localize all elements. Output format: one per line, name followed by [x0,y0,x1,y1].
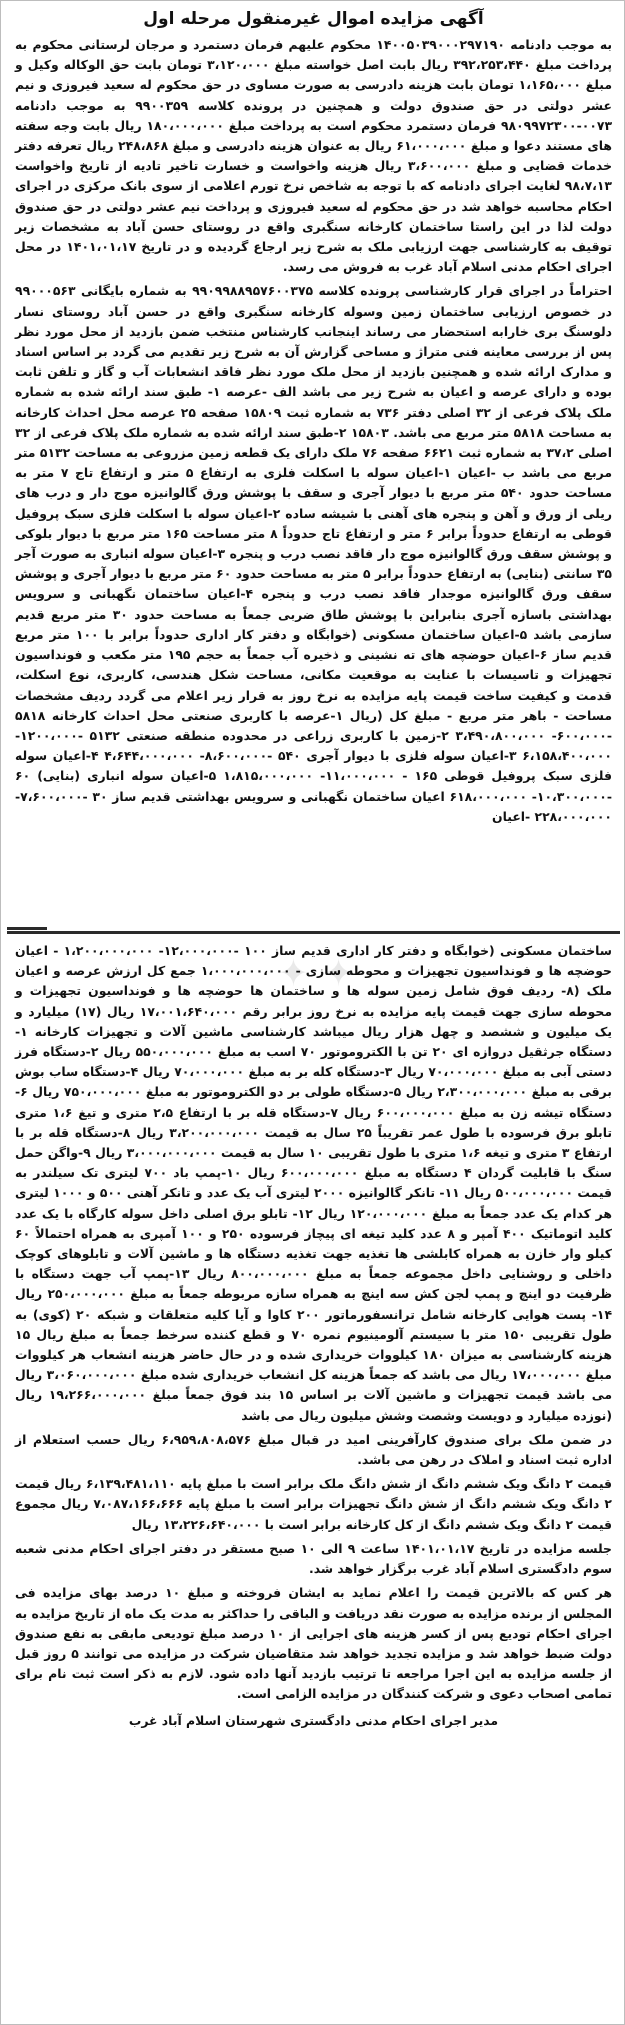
notice-title: آگهی مزایده اموال غیرمنقول مرحله اول [143,9,484,29]
top-text [15,35,612,831]
bottom-text [15,941,612,1735]
svg-text:✦ ✦: ✦ ✦ [277,951,355,995]
paragraph-mortgage: در ضمن ملک برای صندوق کارآفرینی امید در قبال مبلغ ۶،۹۵۹،۸۰۸،۵۷۶ ریال حسب استعلام از اداره ثبت اسناد و املاک در رهن می باشد. [15,1431,613,1468]
paragraph-appraisal: احتراماً در اجرای قرار کارشناسی پرونده کلاسه ۹۹۰۹۹۸۸۹۵۷۶۰۰۳۷۵ به شماره بایگانی ۹۹۰۰۰۵۶۳ در خصوص ارزیابی ساختمان زمین وسوله کارخانه سنگبری واقع در حسن آباد روستای نسار دلوسنگ بری خارابه استحضار می رساند اینجانب کارشناس منتخب ضمن بازدید از محل مورد نظر پس از بررسی معاینه فنی متراژ و مساحی گزارش آن به شرح زیر تقدیم می گردد بر اساس اسناد و مدارک ارائه شده و همچنین بازدید از محل ملک مورد نظر فاقد انشعابات آب و گاز و تلفن ثابت بوده و دارای عرصه و اعیان به شرح زیر می باشد الف -عرصه ۱- طبق سند ارائه شده به شماره ملک پلاک فرعی از ۳۲ اصلی دفتر ۷۳۶ به شماره ثبت ۱۵۸۰۹ صفحه ۲۵ عرصه محل احداث کارخانه به مساحت ۵۸۱۸ متر مربع می باشد. ۱۵۸۰۳ ۲-طبق سند ارائه شده به شماره ملک پلاک فرعی از ۳۲ اصلی ۳۷،۲ به شماره ثبت ۶۶۲۱ صفحه ۷۶ ملک دارای یک قطعه زمین مزروعی به مساحت ۵۱۳۲ متر مربع می باشد ب -اعیان ۱-اعیان سوله با اسکلت فلزی به ارتفاع ۵ متر و ارتفاع تاج ۷ متر به مساحت حدود ۵۴۰ متر مربع با دیوار آجری و سقف با پوشش ورق گالوانیزه موج دار و درب های ریلی از ورق و آهن و پنجره های آهنی با شیشه ساده ۲-اعیان سوله با اسکلت فلزی سبک پروفیل قوطی به ارتفاع حدوداً برابر ۶ متر و ارتفاع تاج حدوداً ۸ متر مساحت ۱۶۵ متر مربع با دیوار بلوکی و پوشش سقف ورق گالوانیزه موج دار فاقد نصب درب و پنجره ۳-اعیان سوله انباری به صورت آجر ۳۵ سانتی (بنایی) به ارتفاع حدوداً برابر ۵ متر به مساحت حدود ۶۰ متر مربع با دیوار آجری و پوشش سقف ورق گالوانیزه موجدار فاقد نصب درب و پنجره ۴-اعیان ساختمان نگهبانی و سرویس بهداشتی باسازه آجری بنابراین با پوشش طاق ضربی جمعاً به مساحت حدود ۳۰ متر مربع قدیم سازمی باشد ۵-اعیان ساختمان مسکونی (خوابگاه و دفتر کار اداری حدوداً برابر با ۱۰۰ متر مربع قدیم ساز ۶-اعیان حوضچه های ته نشینی و ذخیره آب جمعاً به حجم ۱۹۵ متر مکعب و فونداسیون تجهیزات و تاسیسات با عنایت به موقعیت مکانی، مساحت شکل هندسی، کاربری، نوع اسکلت، قدمت و کیفیت ساخت قیمت پایه مزایده به نرخ روز به قرار زیر اعلام می گردد ردیف مشخصات مساحت - باهر متر مربع - مبلغ کل (ریال ۱-عرصه با کاربری صنعتی محل احداث کارخانه ۵۸۱۸ -۶۰۰،۰۰۰- ۳،۴۹۰،۸۰۰،۰۰۰ ۲-زمین با کاربری زراعی در محدوده منطقه صنعتی ۵۱۳۲ -۱۲۰۰،۰۰۰- ۶،۱۵۸،۴۰۰،۰۰۰ ۳-اعیان سوله فلزی با دیوار آجری ۵۴۰ -۸،۶۰۰،۰۰۰- ۴،۶۴۴،۰۰۰،۰۰۰ ۴-اعیان سوله فلزی سبک پروفیل قوطی ۱۶۵ - ۱۱،۰۰۰،۰۰۰- ۱،۸۱۵،۰۰۰،۰۰۰ ۵-اعیان سوله انباری (بنایی) ۶۰ -۱۰،۳۰۰،۰۰۰- ۶۱۸،۰۰۰،۰۰۰ اعیان ساختمان نگهبانی و سرویس بهداشتی قدیم ساز ۳۰ -۷،۶۰۰،۰۰۰- ۲۲۸،۰۰۰،۰۰۰ -اعیان [15,283,613,824]
bottom-column [9,941,618,2016]
signature: مدیر اجرای احکام مدنی دادگستری شهرستان اسلام آباد غرب [128,1712,499,1728]
divider-notch [7,927,47,930]
paragraph-judgment: به موجب دادنامه ۱۴۰۰۵۰۳۹۰۰۰۲۹۷۱۹۰ محکوم علیهم فرمان دستمرد و مرجان لرستانی محکوم به پرداخت مبلغ ۳۹۲،۲۵۳،۴۴۰ ریال بابت اصل خواسته مبلغ ۳،۱۲۰،۰۰۰ تومان بابت حق الوکاله وکیل و مبلغ ۱،۱۶۵،۰۰۰ تومان بابت هزینه دادرسی به صورت مساوی در حق محکوم له سعید فیروزی و نیم عشر دولتی در حق صندوق دولت و همچنین در پرونده کلاسه ۹۹۰۰۳۵۹ به موجب دادنامه ۰۰۷۳-۹۸۰۹۹۷۲۳۰۰ فرمان دستمرد محکوم است به پرداخت مبلغ ۱۸۰،۰۰۰،۰۰۰ ریال بابت وجه سفته های مستند دعوا و مبلغ ۶۱،۰۰۰،۰۰۰ ریال به عنوان هزینه دادرسی و مبلغ ۲۴۸،۸۶۸ ریال تعرفه دفتر خدمات قضایی و مبلغ ۳،۶۰۰،۰۰۰ ریال هزینه واخواست و خسارت تاخیر تادیه از تاریخ واخواست ۹۸،۷،۱۳ لغایت اجرای دادنامه که با توجه به شاخص نرخ تورم اعلامی از سوی بانک مرکزی در اجرای احکام محاسبه خواهد شد در حق محکوم له سعید فیروزی و پرداخت نیم عشر دولتی در حق صندوق دولت لذا در این راستا ساختمان کارخانه سنگبری واقع در روستای حسن آباد به مشخصات زیر توقیف به کارشناسی جهت ارزیابی ملک به شرح زیر ارجاع گردیده و در تاریخ ۱۴۰۱،۰۱،۱۷ در محل اجرای احکام مدنی اسلام آباد غرب به فروش می رسد. [15,37,613,275]
top-column [9,35,618,925]
section-divider [7,931,620,934]
paragraph-session: جلسه مزایده در تاریخ ۱۴۰۱،۰۱،۱۷ ساعت ۹ الی ۱۰ صبح مستقر در دفتر اجرای احکام مدنی شعبه سوم دادگستری اسلام آباد غرب برگزار خواهد شد. [15,1540,612,1577]
paragraph-share-prices: قیمت ۲ دانگ ویک ششم دانگ از شش دانگ ملک برابر است با مبلغ پایه ۶،۱۳۹،۴۸۱،۱۱۰ ریال قیمت ۲ دانگ ویک ششم دانگ از شش دانگ تجهیزات برابر است با مبلغ پایه ۷،۰۸۷،۱۶۶،۶۶۶ ریال مجموع قیمت ۲ دانگ ویک ششم دانگ از کل کارخانه برابر است با ۱۳،۲۲۶،۶۴۰،۰۰۰ ریال [15,1476,612,1532]
paragraph-equipment: ساختمان مسکونی (خوابگاه و دفتر کار اداری قدیم ساز ۱۰۰ -۱۲،۰۰۰،۰۰۰- ۱،۲۰۰،۰۰۰،۰۰۰ - اعیان حوضچه ها و فونداسیون تجهیزات و محوطه سازی - ۱،۰۰۰،۰۰۰،۰۰۰ جمع کل ارزش عرصه و اعیان ملک (۸- ردیف فوق شامل زمین سوله ها و ساختمان ها حوضچه ها و فونداسیون تجهیزات و محوطه سازی جهت قیمت پایه مزایده به نرخ روز برابر رقم ۱۷،۰۰۱،۶۴۰،۰۰۰ ریال (۱۷) میلیارد و یک میلیون و ششصد و چهل هزار ریال میباشد کارشناسی ماشین آلات و تجهیزات کارخانه ۱- دستگاه جرثقیل دروازه ای ۲۰ تن با الکتروموتور ۷۰ اسب به مبلغ ۵۵۰،۰۰۰،۰۰۰ ریال ۲-دستگاه فرز دستی آبی به مبلغ ۷۰،۰۰۰،۰۰۰ ریال ۳-دستگاه کله بر به مبلغ ۷۰،۰۰۰،۰۰۰ ریال ۴-دستگاه ساب بوش برقی به مبلغ ۲،۳۰۰،۰۰۰،۰۰۰ ریال ۵-دستگاه طولی بر دو الکتروموتور به مبلغ ۷۵۰،۰۰۰،۰۰۰ ریال ۶-دستگاه تیشه زن به مبلغ ۶۰۰،۰۰۰،۰۰۰ ریال ۷-دستگاه قله بر با ارتفاع ۲،۵ متری و تیغ ۱،۶ متری تابلو برق فرسوده با طول عمر تقریباً ۲۵ سال به قیمت ۳،۲۰۰،۰۰۰،۰۰۰ ریال ۸-دستگاه قله بر با ارتفاع ۳ متری و تیغه ۱،۶ متری با طول تقریبی ۱۰ سال به قیمت ۳،۰۰۰،۰۰۰،۰۰۰ ریال ۹-واگن حمل سنگ با قابلیت گردان ۴ دستگاه به مبلغ ۶۰۰،۰۰۰،۰۰۰ ریال ۱۰-پمپ باد ۷۰۰ لیتری تک سیلندر به قیمت ۵۰۰،۰۰۰،۰۰۰ ریال ۱۱- تانکر گالوانیزه ۲۰۰۰ لیتری آب یک عدد و تانکر آهنی ۵۰۰ و ۱۰۰۰ لیتری هر کدام یک عدد جمعاً به مبلغ ۱۲۰،۰۰۰،۰۰۰ ریال ۱۲- تابلو برق اصلی داخل سوله کارگاه با یک عدد کلید اتوماتیک ۴۰۰ آمپر و ۸ عدد کلید تیغه ای پیچاز فرسوده ۲۵۰ و ۱۰۰ آمپری به همراه احتمالاً ۶۰ کیلو وار خازن به همراه کابلشی ها تغذیه جهت تغذیه دستگاه ها و ماشین آلات و تابلوهای کوچک داخلی و روشنایی داخل مجموعه جمعاً به مبلغ ۸۰۰،۰۰۰،۰۰۰ ریال ۱۳-پمپ آب جهت دستگاه با ظرفیت دو اینچ و پمپ لجن کش سه اینچ به همراه سازه مربوطه جمعاً به مبلغ ۲۵۰،۰۰۰،۰۰۰ ریال ۱۴- پست هوایی کارخانه شامل ترانسفورماتور ۲۰۰ کاوا و آیا کلیه متعلقات و شبکه ۲۰ (کوی) به طول تقریبی ۱۵۰ متر با سیستم آلومینیوم نمره ۷۰ و قطع کننده سرخط جمعاً به مبلغ ریال ۱۵ هزینه کارشناسی به میزان ۱۸۰ کیلووات خریداری شده و در حال حاضر هزینه انشعاب هر کیلووات مبلغ ۱۷،۰۰۰،۰۰۰ ریال می باشد که جمعاً هزینه کل انشعاب خریداری شده مبلغ ۳،۰۶۰،۰۰۰،۰۰۰ ریال می باشد قیمت تجهیزات و ماشین آلات بر اساس ۱۵ بند فوق جمعاً مبلغ ۱۹،۲۶۶،۰۰۰،۰۰۰ ریال (نوزده میلیارد و دویست وشصت وشش میلیون ریال می باشد [15,943,613,1423]
paragraph-terms: هر کس که بالاترین قیمت را اعلام نماید به ایشان فروخته و مبلغ ۱۰ درصد بهای مزایده فی المجلس از برنده مزایده به صورت نقد دریافت و الباقی را حداکثر به مدت یک ماه از تاریخ مزایده به اجرای احکام تودیع پس از کسر هزینه های اجرایی از ۱۰ درصد مبلغ تودیعی مابقی به نفع صندوق دولت ضبط خواهد شد و مزایده تجدید خواهد شد متقاضیان شرکت در مزایده می توانند ۵ روز قبل از جلسه مزایده به این اجرا مراجعه تا ترتیب بازدید آنها داده شود. لازم به ذکر است ثبت نام برای تمامی اصحاب دعوی و شرکت کنندگان در مزایده الزامی است. [15,1585,613,1702]
